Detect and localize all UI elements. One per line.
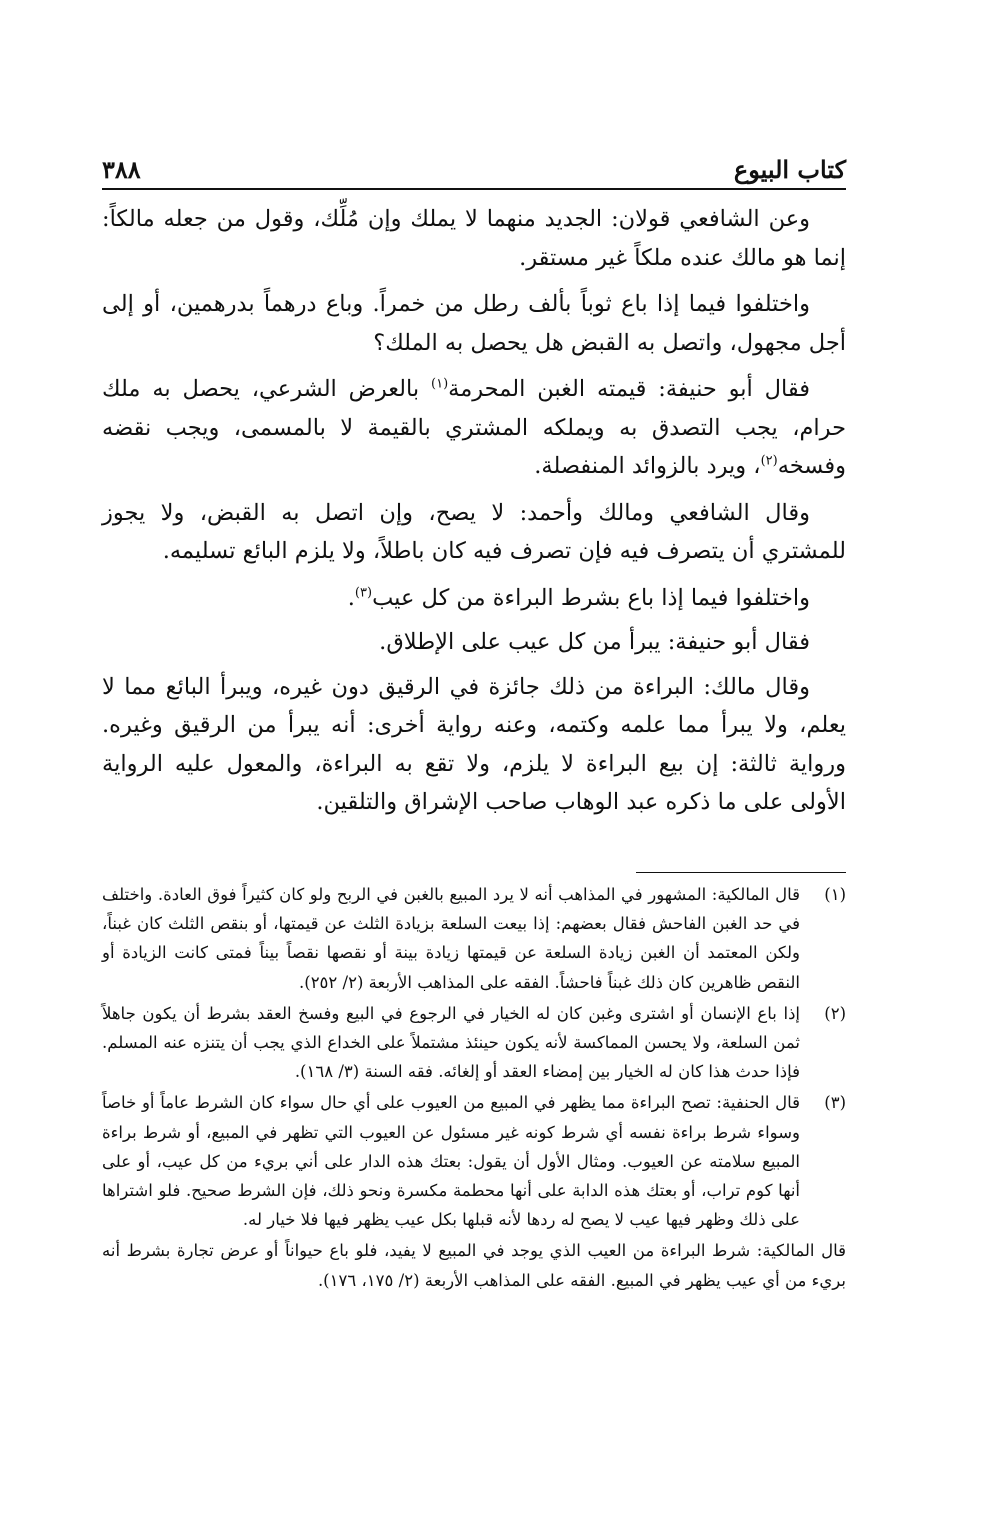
- paragraph: وقال الشافعي ومالك وأحمد: لا يصح، وإن اتصل به القبض، ولا يجوز للمشتري أن يتصرف فيه فإن تصرف فيه كان باطلاً، ولا يلزم البائع تسليمه.: [102, 499, 846, 564]
- footnote-text: إذا باع الإنسان أو اشترى وغبن كان له الخيار في الرجوع في البيع وفسخ العقد بشرط أن يكون جاهلاً ثمن السلعة، ولا يحسن المماكسة لأنه يكون حينئذ مشتملاً على الخداع الذي يجب أن يتنزه عنه المسلم. فإذا حدث هذا كان له الخيار بين إمضاء العقد أو إلغائه. فقه السنة (٣/ ١٦٨).: [102, 1003, 800, 1082]
- footnotes: [102, 880, 846, 1297]
- footnote: [102, 999, 846, 1087]
- running-header: [102, 150, 846, 190]
- footnote-number: (٣): [824, 1093, 846, 1113]
- book-title: كتاب البيوع: [733, 155, 846, 184]
- paragraph: وقال مالك: البراءة من ذلك جائزة في الرقيق دون غيره، ويبرأ البائع مما لا يعلم، ولا يبرأ مما علمه وكتمه، وعنه رواية أخرى: أنه يبرأ من الرقيق وغيره. ورواية ثالثة: إن بيع البراءة لا يلزم، ولا تقع به البراءة، والمعول عليه الرواية الأولى على ما ذكره عبد الوهاب صاحب الإشراق والتلقين.: [102, 673, 846, 815]
- footnote: [102, 1088, 846, 1234]
- paragraph-text: ، ويرد بالزوائد المنفصلة.: [534, 453, 761, 479]
- paragraph-text: بالعرض الشرعي، يحصل به ملك حرام، يجب التصدق به ويملكه المشتري بالقيمة لا بالمسمى، ويجب نقضه وفسخه: [102, 376, 846, 479]
- paragraph: [102, 370, 846, 486]
- paragraph: [102, 579, 846, 618]
- paragraph-text: واختلفوا فيما إذا باع بشرط البراءة من كل عيب: [372, 584, 810, 611]
- paragraph: فقال أبو حنيفة: يبرأ من كل عيب على الإطلاق.: [379, 629, 810, 655]
- footnote: [102, 880, 846, 997]
- footnote-ref: (١): [431, 376, 449, 392]
- paragraph: وعن الشافعي قولان: الجديد منهما لا يملك وإن مُلِّك، وقول من جعله مالكاً: إنما هو مالك عنده ملكاً غير مستقر.: [102, 206, 846, 271]
- footnote-number: (٢): [824, 1003, 846, 1023]
- footnote-ref: (٣): [354, 585, 373, 600]
- page-number: ٣٨٨: [102, 155, 141, 184]
- footnote-continuation: [102, 1236, 846, 1294]
- footnote-ref: (٢): [760, 453, 778, 469]
- paragraph: واختلفوا فيما إذا باع ثوباً بألف رطل من خمراً. وباع درهماً بدرهمين، أو إلى أجل مجهول، واتصل به القبض هل يحصل به الملك؟: [102, 291, 846, 356]
- footnote-number: (١): [824, 885, 846, 904]
- paragraph-text: فقال أبو حنيفة: قيمته الغبن المحرمة: [448, 376, 810, 402]
- footnote-text: قال الحنفية: تصح البراءة مما يظهر في المبيع من العيوب على أي حال سواء كان الشرط عاماً أو خاصاً وسواء شرط براءة نفسه أي شرط كونه غير مسئول عن العيوب التي تظهر في المبيع، أو شرط براءة المبيع سلامته عن العيوب. ومثال الأول أن يقول: بعتك هذه الدار على أني بريء من كل عيب، أو على أنها كوم تراب، أو بعتك هذه الدابة على أنها محطمة مكسرة ونحو ذلك، فإن الشرط صحيح. فلو اشتراها على ذلك وظهر فيها عيب لا يصح له ردها لأنه قبلها بكل عيب يظهر فيها فلا خيار له.: [102, 1093, 800, 1230]
- paragraph-text: .: [347, 584, 355, 611]
- footnote-text: قال المالكية: شرط البراءة من العيب الذي يوجد في المبيع لا يفيد، فلو باع حيواناً أو عرض تجارة بشرط أنه بريء من أي عيب يظهر في المبيع. الفقه على المذاهب الأربعة (٢/ ١٧٥، ١٧٦).: [102, 1241, 846, 1290]
- footnote-text: قال المالكية: المشهور في المذاهب أنه لا يرد المبيع بالغبن في الربح ولو كان كثيراً فوق العادة. واختلف في حد الغبن الفاحش فقال بعضهم: إذا بيعت السلعة بزيادة الثلث عن قيمتها، أو بنقص الثلث كان غبناً، ولكن المعتمد أن الغبن زيادة السلعة عن قيمتها زيادة بينة أو نقصها نقصاً بيناً فمتى كانت الزيادة أو النقص ظاهرين كان ذلك غبناً فاحشاً. الفقه على المذاهب الأربعة (٢/ ٢٥٢).: [102, 885, 800, 992]
- footnote-separator: [636, 872, 846, 873]
- main-text: [102, 200, 846, 830]
